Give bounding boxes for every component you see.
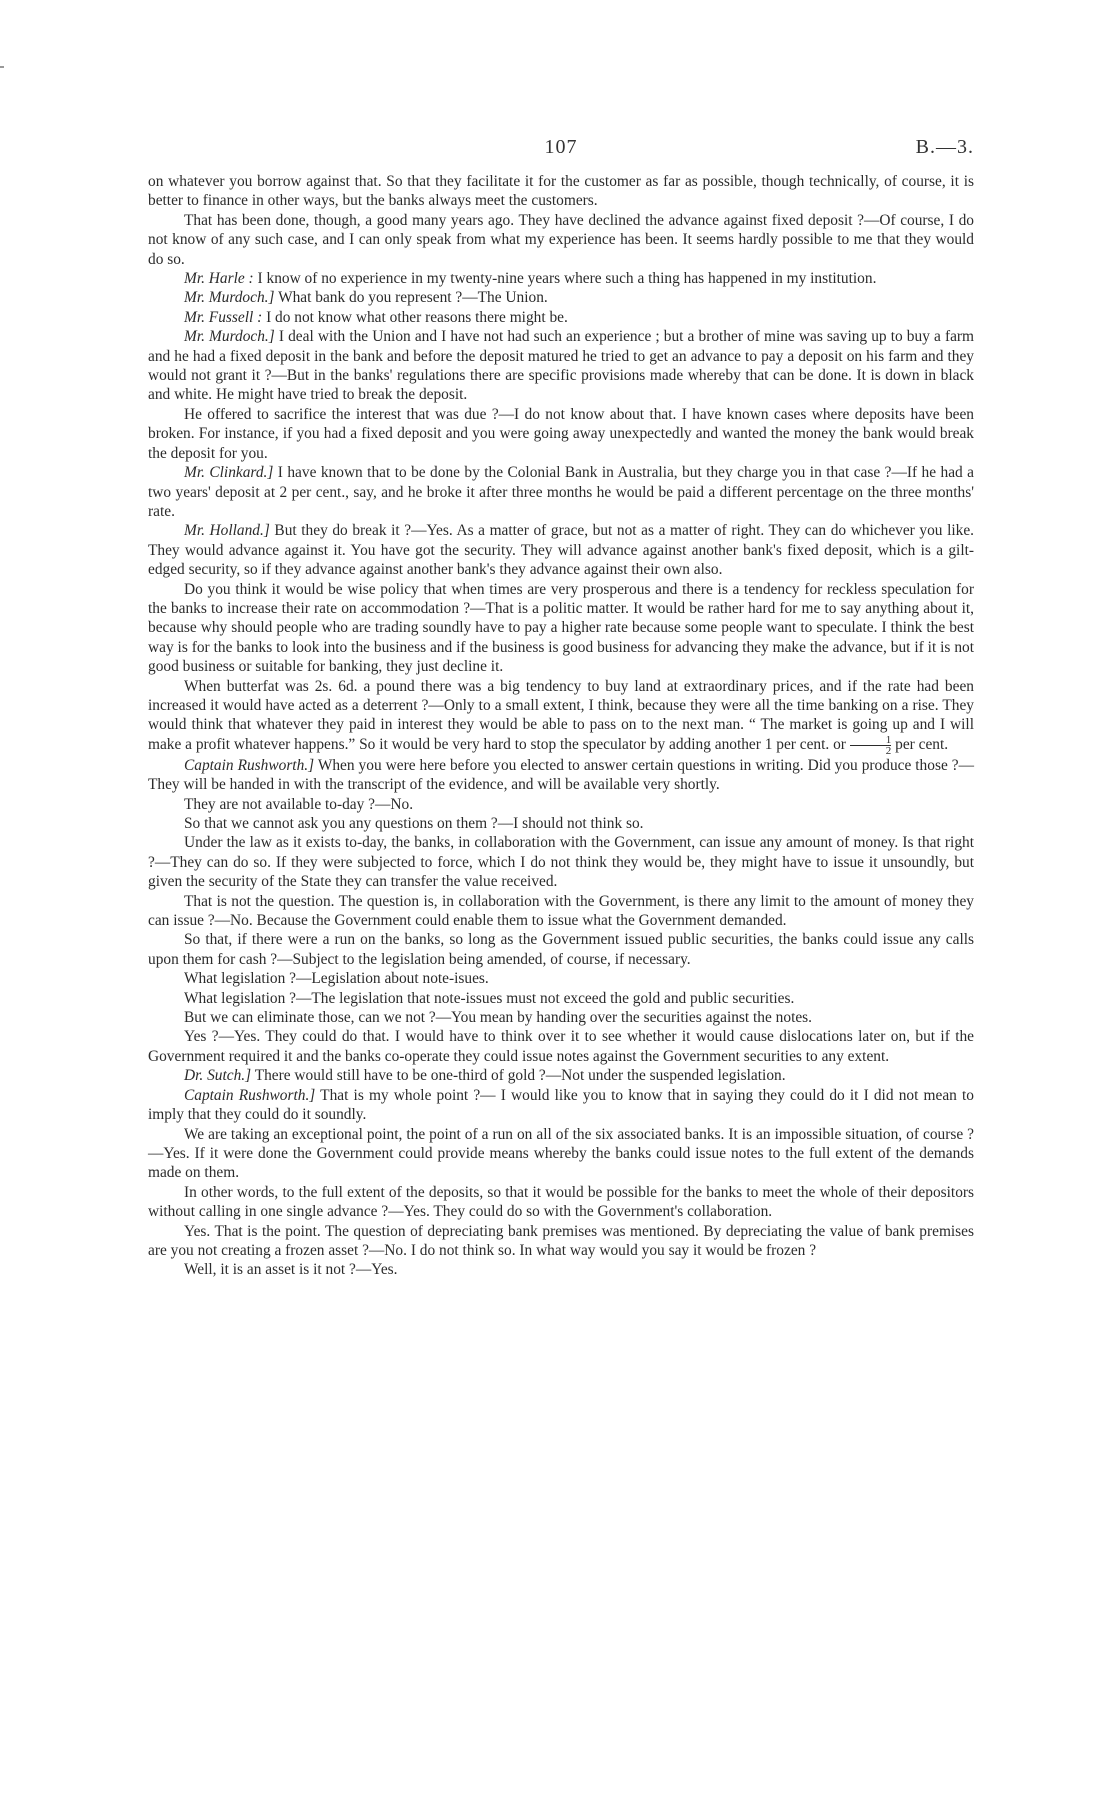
paragraph: In other words, to the full extent of the deposits, so that it would be possible for the banks to meet the whole of their depositors without calling in one single advance ?—Yes. They could do so with the Government's collaboration. <box>148 1183 974 1221</box>
paragraph: Captain Rushworth.] That is my whole point ?— I would like you to know that in saying they could do it I did not mean to imply that they could do it soundly. <box>148 1086 974 1124</box>
transcript-body <box>148 172 974 1280</box>
speaker-name: Mr. Harle : <box>184 270 254 288</box>
paragraph: That has been done, though, a good many years ago. They have declined the advance against fixed deposit ?—Of course, I do not know of any such case, and I can only speak from what my experience has been. It seems hardly possible to me that they would do so. <box>148 211 974 268</box>
speaker-name: Dr. Sutch.] <box>184 1067 252 1085</box>
paragraph: Yes. That is the point. The question of depreciating bank premises was mentioned. By depreciating the value of bank premises are you not creating a frozen asset ?—No. I do not think so. In what way would you say it would be frozen ? <box>148 1222 974 1259</box>
paragraph: Mr. Fussell : I do not know what other reasons there might be. <box>184 308 568 326</box>
paragraph: Dr. Sutch.] There would still have to be one-third of gold ?—Not under the suspended legislation. <box>184 1067 786 1085</box>
paragraph: But we can eliminate those, can we not ?—You mean by handing over the securities against the notes. <box>184 1009 813 1027</box>
paragraph: Captain Rushworth.] When you were here before you elected to answer certain questions in writing. Did you produce those ?—They will be handed in with the transcript of the evidence, and will be available very shortly. <box>148 756 974 794</box>
paragraph: Mr. Murdoch.] What bank do you represent ?—The Union. <box>184 289 548 307</box>
paragraph: What legislation ?—Legislation about note-isues. <box>184 970 489 988</box>
paragraph: Well, it is an asset is it not ?—Yes. <box>184 1261 398 1279</box>
speaker-name: Captain Rushworth.] <box>184 1086 316 1104</box>
paragraph: He offered to sacrifice the interest that was due ?—I do not know about that. I have known cases where deposits have been broken. For instance, if you had a fixed deposit and you were going away unexpectedly and wanted the money the bank would break the deposit for you. <box>148 405 974 462</box>
speaker-name: Mr. Fussell : <box>184 308 263 326</box>
speaker-name: Captain Rushworth.] <box>184 756 315 774</box>
paragraph: That is not the question. The question is, in collaboration with the Government, is there any limit to the amount of money they can issue ?—No. Because the Government could enable them to issue what the Government demanded. <box>148 892 974 930</box>
paragraph: Yes ?—Yes. They could do that. I would have to think over it to see whether it would cause dislocations later on, but if the Government required it and the banks co-operate they could issue notes against the Government securities to any extent. <box>148 1028 974 1065</box>
page-header <box>148 138 974 172</box>
paragraph: What legislation ?—The legislation that note-issues must not exceed the gold and public securities. <box>184 989 795 1007</box>
speaker-name: Mr. Clinkard.] <box>184 464 274 482</box>
document-page <box>148 138 974 1280</box>
paragraph: Under the law as it exists to-day, the banks, in collaboration with the Government, can issue any amount of money. Is that right ?—They can do so. If they were subjected to force, which I do not think they would be, they might have to issue it unsoundly, but given the security of the State they can transfer the value received. <box>148 834 974 891</box>
paragraph: So that we cannot ask you any questions on them ?—I should not think so. <box>184 815 644 832</box>
paragraph: We are taking an exceptional point, the point of a run on all of the six associated banks. It is an impossible situation, of course ?—Yes. If it were done the Government could provide means whereby the banks could issue notes to the full extent of the demands made on them. <box>148 1125 974 1182</box>
speaker-name: Mr. Holland.] <box>184 522 270 540</box>
paragraph: So that, if there were a run on the banks, so long as the Government issued public securities, the banks could issue any calls upon them for cash ?—Subject to the legislation being amended, of course, if necessary. <box>148 931 974 968</box>
paragraph: They are not available to-day ?—No. <box>184 795 414 813</box>
page-number: 107 <box>544 136 578 158</box>
speaker-name: Mr. Murdoch.] <box>184 328 275 346</box>
paragraph: Mr. Murdoch.] I deal with the Union and I have not had such an experience ; but a brother of mine was saving up to buy a farm and he had a fixed deposit in the bank and before the deposit matured he tried to get an advance to pay a deposit on his farm and they would not grant it ?—But in the banks' regulations there are specific provisions made whereby that can be done. It is down in black and white. He might have tried to break the deposit. <box>148 328 974 404</box>
paragraph: When butterfat was 2s. 6d. a pound there was a big tendency to buy land at extraordinary prices, and if the rate had been increased it would have acted as a deterrent ?—Only to a small extent, I think, because they were all the time banking on a rise. They would think that whatever they paid in interest they would be able to pass on to the next man. “ The market is going up and I will make a profit whatever happens.” So it would be very hard to stop the speculator by adding another 1 per cent. or $\frac{1}{2}$ per cent. <box>148 677 974 757</box>
speaker-name: Mr. Murdoch.] <box>184 289 275 307</box>
fraction-half: $\frac{1}{2}$ <box>850 735 892 756</box>
paragraph: on whatever you borrow against that. So that they facilitate it for the customer as far as possible, though technically, of course, it is better to finance in other ways, but the banks always meet the customers. <box>148 173 974 210</box>
paragraph: Mr. Harle : I know of no experience in my twenty-nine years where such a thing has happened in my institution. <box>184 270 877 288</box>
paragraph: Do you think it would be wise policy that when times are very prosperous and there is a tendency for reckless speculation for the banks to increase their rate on accommodation ?—That is a politic matter. It would be rather hard for me to say anything about it, because why should people who are trading soundly have to pay a higher rate because some people want to speculate. I think the best way is for the banks to look into the business and if the business is good business for advancing they make the advance, but if it is not good business or suitable for banking, they just decline it. <box>148 580 974 676</box>
scan-edge-mark <box>0 66 4 68</box>
paragraph: Mr. Clinkard.] I have known that to be done by the Colonial Bank in Australia, but they charge you in that case ?—If he had a two years' deposit at 2 per cent., say, and he broke it after three months he would be paid a different percentage on the three months' rate. <box>148 464 974 520</box>
paragraph: Mr. Holland.] But they do break it ?—Yes. As a matter of grace, but not as a matter of right. They can do whichever you like. They would advance against it. You have got the security. They will advance against another bank's fixed deposit, which is a gilt-edged security, so if they advance against another bank's they advance against their own also. <box>148 522 974 579</box>
document-reference: B.—3. <box>915 136 974 158</box>
